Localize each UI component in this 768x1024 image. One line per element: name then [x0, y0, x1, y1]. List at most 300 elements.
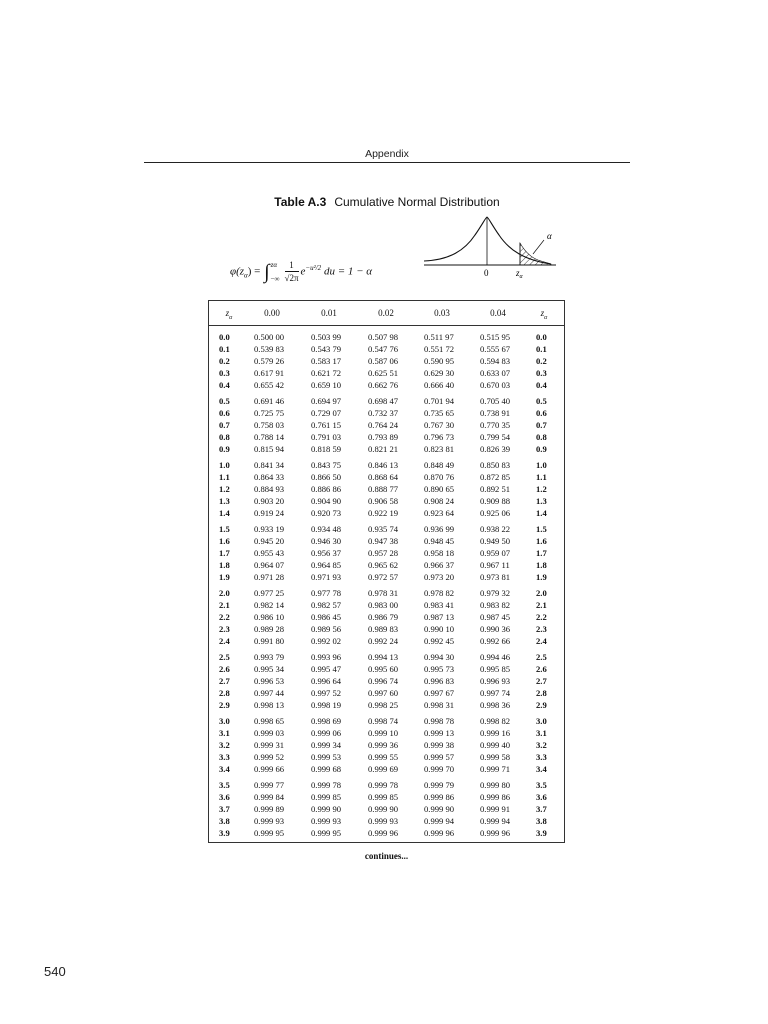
cell-001: 0.971 93 [311, 572, 342, 582]
cell-003: 0.936 99 [424, 524, 455, 534]
formula-lhs-close: ) = [247, 265, 261, 278]
cell-000: 0.955 43 [254, 548, 285, 558]
table-row [209, 635, 564, 647]
table-row [209, 727, 564, 739]
row-z-right: 3.2 [536, 740, 547, 750]
integral-limits [271, 258, 280, 286]
cell-000: 0.655 42 [254, 380, 285, 390]
row-z-right: 0.3 [536, 368, 547, 378]
row-z-left: 3.5 [219, 780, 230, 790]
cell-001: 0.998 69 [311, 716, 342, 726]
cell-003: 0.999 96 [424, 828, 455, 838]
cell-000: 0.919 24 [254, 508, 285, 518]
row-z-left: 0.0 [219, 332, 230, 342]
cell-002: 0.999 93 [368, 816, 399, 826]
cell-001: 0.995 47 [311, 664, 342, 674]
table-row [209, 699, 564, 711]
row-z-left: 1.2 [219, 484, 230, 494]
cell-003: 0.999 57 [424, 752, 455, 762]
cell-000: 0.933 19 [254, 524, 285, 534]
table-row [209, 803, 564, 815]
row-z-right: 0.4 [536, 380, 547, 390]
cell-003: 0.992 45 [424, 636, 455, 646]
cell-000: 0.997 44 [254, 688, 285, 698]
table-row [209, 367, 564, 379]
cell-003: 0.629 30 [424, 368, 455, 378]
cell-001: 0.543 79 [311, 344, 342, 354]
table-row [209, 379, 564, 391]
cell-003: 0.987 13 [424, 612, 455, 622]
cell-004: 0.949 50 [480, 536, 511, 546]
cell-004: 0.983 82 [480, 600, 511, 610]
row-z-left: 2.9 [219, 700, 230, 710]
cell-001: 0.999 78 [311, 780, 342, 790]
row-z-left: 3.8 [219, 816, 230, 826]
normal-curve-diagram [420, 210, 560, 285]
row-z-right: 1.6 [536, 536, 547, 546]
cell-000: 0.986 10 [254, 612, 285, 622]
row-z-right: 0.8 [536, 432, 547, 442]
running-header: Appendix [365, 148, 409, 160]
formula-lhs: φ(z [230, 265, 245, 278]
cumulative-normal-table [208, 300, 565, 843]
row-z-left: 3.4 [219, 764, 230, 774]
cell-002: 0.999 85 [368, 792, 399, 802]
cell-000: 0.788 14 [254, 432, 285, 442]
row-z-right: 0.9 [536, 444, 547, 454]
header-col-003: 0.03 [434, 308, 450, 318]
cell-004: 0.994 46 [480, 652, 511, 662]
row-z-left: 0.1 [219, 344, 230, 354]
cell-003: 0.999 13 [424, 728, 455, 738]
row-z-left: 2.5 [219, 652, 230, 662]
row-z-left: 1.6 [219, 536, 230, 546]
cell-001: 0.977 78 [311, 588, 342, 598]
cell-004: 0.992 66 [480, 636, 511, 646]
cell-003: 0.948 45 [424, 536, 455, 546]
table-row [209, 535, 564, 547]
cell-002: 0.965 62 [368, 560, 399, 570]
cell-002: 0.999 69 [368, 764, 399, 774]
cell-002: 0.999 78 [368, 780, 399, 790]
row-z-left: 2.7 [219, 676, 230, 686]
cell-003: 0.590 95 [424, 356, 455, 366]
cell-004: 0.826 39 [480, 444, 511, 454]
cell-000: 0.841 34 [254, 460, 285, 470]
cell-000: 0.996 53 [254, 676, 285, 686]
row-z-right: 0.6 [536, 408, 547, 418]
cell-000: 0.758 03 [254, 420, 285, 430]
row-z-right: 0.2 [536, 356, 547, 366]
cell-001: 0.999 06 [311, 728, 342, 738]
row-z-right: 2.5 [536, 652, 547, 662]
cell-001: 0.866 50 [311, 472, 342, 482]
cell-002: 0.906 58 [368, 496, 399, 506]
header-z-left [211, 308, 247, 321]
cell-002: 0.957 28 [368, 548, 399, 558]
cell-003: 0.990 10 [424, 624, 455, 634]
cell-001: 0.843 75 [311, 460, 342, 470]
table-row [209, 739, 564, 751]
cell-003: 0.998 78 [424, 716, 455, 726]
table-row [209, 599, 564, 611]
cell-001: 0.999 90 [311, 804, 342, 814]
page-number: 540 [44, 964, 66, 979]
cell-003: 0.983 41 [424, 600, 455, 610]
row-z-left: 3.6 [219, 792, 230, 802]
row-z-left: 3.0 [219, 716, 230, 726]
cell-002: 0.625 51 [368, 368, 399, 378]
row-z-right: 3.5 [536, 780, 547, 790]
row-z-left: 3.7 [219, 804, 230, 814]
table-row [209, 443, 564, 455]
cell-003: 0.666 40 [424, 380, 455, 390]
cell-000: 0.945 20 [254, 536, 285, 546]
cell-001: 0.998 19 [311, 700, 342, 710]
cell-002: 0.996 74 [368, 676, 399, 686]
cell-004: 0.990 36 [480, 624, 511, 634]
row-z-left: 0.6 [219, 408, 230, 418]
cell-004: 0.973 81 [480, 572, 511, 582]
cell-004: 0.998 36 [480, 700, 511, 710]
row-z-left: 1.4 [219, 508, 230, 518]
cell-004: 0.999 71 [480, 764, 511, 774]
cell-001: 0.999 53 [311, 752, 342, 762]
row-z-right: 2.9 [536, 700, 547, 710]
row-z-left: 2.1 [219, 600, 230, 610]
row-z-right: 1.1 [536, 472, 547, 482]
cell-000: 0.964 07 [254, 560, 285, 570]
cell-002: 0.997 60 [368, 688, 399, 698]
table-row [209, 471, 564, 483]
cell-000: 0.539 83 [254, 344, 285, 354]
table-row [209, 763, 564, 775]
cell-002: 0.947 38 [368, 536, 399, 546]
z-label-sub: α [519, 274, 523, 280]
cell-003: 0.999 70 [424, 764, 455, 774]
cell-003: 0.823 81 [424, 444, 455, 454]
table-row [209, 395, 564, 407]
cell-002: 0.983 00 [368, 600, 399, 610]
cell-002: 0.793 89 [368, 432, 399, 442]
z-alpha-label [515, 268, 524, 280]
cell-001: 0.956 37 [311, 548, 342, 558]
cell-003: 0.735 65 [424, 408, 455, 418]
cell-000: 0.989 28 [254, 624, 285, 634]
table-row [209, 651, 564, 663]
cell-003: 0.999 94 [424, 816, 455, 826]
continues-note: continues... [364, 851, 409, 861]
integral-lower: −∞ [270, 275, 280, 283]
row-z-left: 3.2 [219, 740, 230, 750]
table-row [209, 715, 564, 727]
cell-004: 0.999 16 [480, 728, 511, 738]
header-z-right [526, 308, 562, 321]
cell-004: 0.738 91 [480, 408, 511, 418]
cell-002: 0.994 13 [368, 652, 399, 662]
table-row [209, 587, 564, 599]
cell-001: 0.920 73 [311, 508, 342, 518]
row-z-right: 3.4 [536, 764, 547, 774]
row-z-left: 0.2 [219, 356, 230, 366]
row-z-right: 2.2 [536, 612, 547, 622]
cell-000: 0.579 26 [254, 356, 285, 366]
cell-003: 0.998 31 [424, 700, 455, 710]
row-z-right: 1.0 [536, 460, 547, 470]
cell-002: 0.999 96 [368, 828, 399, 838]
table-row [209, 355, 564, 367]
table-row [209, 663, 564, 675]
header-z-left-label: z [225, 308, 230, 318]
row-z-left: 0.4 [219, 380, 230, 390]
row-z-right: 2.6 [536, 664, 547, 674]
cell-003: 0.999 90 [424, 804, 455, 814]
cell-000: 0.903 20 [254, 496, 285, 506]
row-z-right: 1.9 [536, 572, 547, 582]
cell-000: 0.995 34 [254, 664, 285, 674]
cell-002: 0.992 24 [368, 636, 399, 646]
cell-003: 0.848 49 [424, 460, 455, 470]
zero-label: 0 [484, 268, 489, 278]
cell-001: 0.982 57 [311, 600, 342, 610]
cell-003: 0.958 18 [424, 548, 455, 558]
row-z-right: 3.0 [536, 716, 547, 726]
row-z-right: 1.4 [536, 508, 547, 518]
cell-000: 0.864 33 [254, 472, 285, 482]
table-row [209, 547, 564, 559]
cell-002: 0.821 21 [368, 444, 399, 454]
cell-003: 0.870 76 [424, 472, 455, 482]
cell-003: 0.996 83 [424, 676, 455, 686]
table-caption: Cumulative Normal Distribution [334, 195, 500, 209]
table-row [209, 751, 564, 763]
cell-004: 0.872 85 [480, 472, 511, 482]
cell-004: 0.705 40 [480, 396, 511, 406]
fraction-numerator: 1 [289, 260, 294, 270]
cell-003: 0.890 65 [424, 484, 455, 494]
table-row [209, 507, 564, 519]
table-row [209, 559, 564, 571]
cell-002: 0.888 77 [368, 484, 399, 494]
table-row [209, 523, 564, 535]
cell-001: 0.729 07 [311, 408, 342, 418]
cell-002: 0.922 19 [368, 508, 399, 518]
cell-004: 0.909 88 [480, 496, 511, 506]
cell-000: 0.999 52 [254, 752, 285, 762]
row-z-right: 2.1 [536, 600, 547, 610]
header-z-right-sub: α [544, 314, 548, 321]
cell-002: 0.978 31 [368, 588, 399, 598]
cell-001: 0.992 02 [311, 636, 342, 646]
cell-001: 0.791 03 [311, 432, 342, 442]
cell-004: 0.999 86 [480, 792, 511, 802]
cell-001: 0.986 45 [311, 612, 342, 622]
cell-003: 0.999 79 [424, 780, 455, 790]
row-z-left: 2.2 [219, 612, 230, 622]
cell-000: 0.999 84 [254, 792, 285, 802]
cell-000: 0.977 25 [254, 588, 285, 598]
cell-004: 0.979 32 [480, 588, 511, 598]
cell-003: 0.978 82 [424, 588, 455, 598]
cell-004: 0.670 03 [480, 380, 511, 390]
table-row [209, 495, 564, 507]
cell-004: 0.925 06 [480, 508, 511, 518]
cell-000: 0.999 89 [254, 804, 285, 814]
row-z-left: 0.8 [219, 432, 230, 442]
cell-002: 0.587 06 [368, 356, 399, 366]
cell-002: 0.998 74 [368, 716, 399, 726]
formula-fraction [285, 260, 299, 284]
cell-003: 0.995 73 [424, 664, 455, 674]
cell-004: 0.967 11 [480, 560, 510, 570]
cell-004: 0.996 93 [480, 676, 511, 686]
row-z-left: 3.1 [219, 728, 230, 738]
cell-003: 0.994 30 [424, 652, 455, 662]
table-row [209, 419, 564, 431]
table-row [209, 623, 564, 635]
table-header-row [209, 301, 564, 326]
table-row [209, 791, 564, 803]
cell-004: 0.892 51 [480, 484, 511, 494]
cell-000: 0.999 93 [254, 816, 285, 826]
cell-002: 0.999 36 [368, 740, 399, 750]
row-z-right: 2.7 [536, 676, 547, 686]
row-z-left: 0.3 [219, 368, 230, 378]
cell-000: 0.500 00 [254, 332, 285, 342]
cell-000: 0.999 31 [254, 740, 285, 750]
cell-004: 0.997 74 [480, 688, 511, 698]
row-z-left: 1.8 [219, 560, 230, 570]
cell-004: 0.799 54 [480, 432, 511, 442]
cell-003: 0.511 97 [424, 332, 454, 342]
header-col-002: 0.02 [378, 308, 394, 318]
cell-002: 0.986 79 [368, 612, 399, 622]
row-z-right: 3.1 [536, 728, 547, 738]
row-z-right: 2.3 [536, 624, 547, 634]
table-row [209, 343, 564, 355]
row-z-left: 0.9 [219, 444, 230, 454]
cell-002: 0.507 98 [368, 332, 399, 342]
cell-004: 0.998 82 [480, 716, 511, 726]
cell-004: 0.515 95 [480, 332, 511, 342]
row-z-right: 2.4 [536, 636, 547, 646]
table-number: Table A.3 [274, 195, 327, 209]
table-row [209, 779, 564, 791]
cell-001: 0.583 17 [311, 356, 342, 366]
cell-000: 0.991 80 [254, 636, 285, 646]
formula-tail: du = 1 − α [321, 265, 373, 278]
cell-003: 0.701 94 [424, 396, 455, 406]
cell-004: 0.959 07 [480, 548, 511, 558]
row-z-right: 3.9 [536, 828, 547, 838]
row-z-left: 2.0 [219, 588, 230, 598]
cell-000: 0.617 91 [254, 368, 285, 378]
row-z-right: 0.7 [536, 420, 547, 430]
cell-001: 0.999 95 [311, 828, 342, 838]
cell-003: 0.999 86 [424, 792, 455, 802]
cell-004: 0.850 83 [480, 460, 511, 470]
cell-004: 0.987 45 [480, 612, 511, 622]
cell-001: 0.993 96 [311, 652, 342, 662]
row-z-right: 3.7 [536, 804, 547, 814]
cell-000: 0.971 28 [254, 572, 285, 582]
cell-001: 0.999 85 [311, 792, 342, 802]
cell-000: 0.999 66 [254, 764, 285, 774]
cell-001: 0.999 68 [311, 764, 342, 774]
row-z-right: 3.3 [536, 752, 547, 762]
cell-000: 0.884 93 [254, 484, 285, 494]
cell-004: 0.938 22 [480, 524, 511, 534]
row-z-left: 2.3 [219, 624, 230, 634]
cell-001: 0.964 85 [311, 560, 342, 570]
table-row [209, 431, 564, 443]
table-row [209, 483, 564, 495]
row-z-left: 0.5 [219, 396, 230, 406]
cell-003: 0.767 30 [424, 420, 455, 430]
formula-exp-sup: −u²/2 [305, 263, 322, 272]
table-row [209, 571, 564, 583]
row-z-left: 1.0 [219, 460, 230, 470]
cell-002: 0.935 74 [368, 524, 399, 534]
cell-002: 0.972 57 [368, 572, 399, 582]
cell-001: 0.761 15 [311, 420, 342, 430]
cell-000: 0.815 94 [254, 444, 285, 454]
cell-002: 0.846 13 [368, 460, 399, 470]
cell-002: 0.764 24 [368, 420, 399, 430]
row-z-right: 3.6 [536, 792, 547, 802]
cell-002: 0.995 60 [368, 664, 399, 674]
cdf-formula [230, 258, 372, 286]
cell-000: 0.999 03 [254, 728, 285, 738]
cell-003: 0.966 37 [424, 560, 455, 570]
cell-000: 0.999 77 [254, 780, 285, 790]
cell-002: 0.998 25 [368, 700, 399, 710]
cell-003: 0.923 64 [424, 508, 455, 518]
cell-002: 0.999 10 [368, 728, 399, 738]
cell-004: 0.999 96 [480, 828, 511, 838]
cell-003: 0.973 20 [424, 572, 455, 582]
row-z-right: 1.3 [536, 496, 547, 506]
row-z-right: 2.0 [536, 588, 547, 598]
row-z-left: 2.6 [219, 664, 230, 674]
cell-003: 0.908 24 [424, 496, 455, 506]
z-label: z [516, 268, 520, 278]
fraction-denominator: √2π [284, 273, 299, 283]
integral-upper-sub: α [273, 261, 277, 269]
header-col-001: 0.01 [321, 308, 337, 318]
row-z-left: 1.7 [219, 548, 230, 558]
cell-000: 0.982 14 [254, 600, 285, 610]
row-z-left: 0.7 [219, 420, 230, 430]
row-z-left: 1.9 [219, 572, 230, 582]
integral-upper: z [270, 261, 274, 269]
cell-004: 0.999 80 [480, 780, 511, 790]
cell-000: 0.998 13 [254, 700, 285, 710]
row-z-right: 1.2 [536, 484, 547, 494]
row-z-right: 2.8 [536, 688, 547, 698]
formula-exp-base: e [300, 265, 306, 278]
row-z-right: 0.5 [536, 396, 547, 406]
header-col-004: 0.04 [490, 308, 506, 318]
cell-000: 0.999 95 [254, 828, 285, 838]
table-row [209, 459, 564, 471]
cell-001: 0.659 10 [311, 380, 342, 390]
table-row [209, 407, 564, 419]
cell-002: 0.732 37 [368, 408, 399, 418]
cell-004: 0.555 67 [480, 344, 511, 354]
row-z-right: 1.8 [536, 560, 547, 570]
row-z-right: 1.5 [536, 524, 547, 534]
